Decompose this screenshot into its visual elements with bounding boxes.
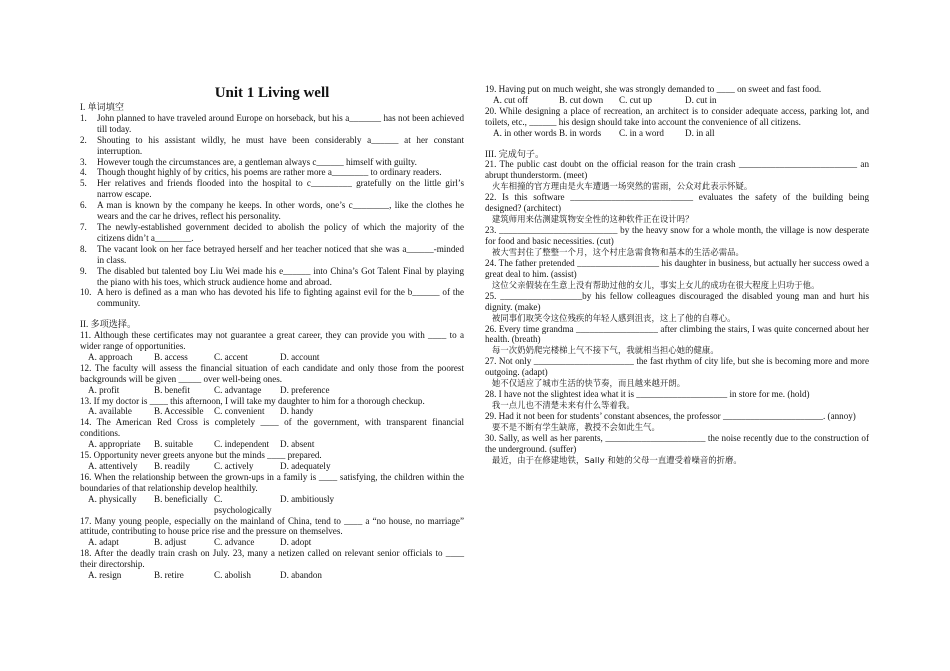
choice-question bbox=[80, 548, 464, 581]
choice-question bbox=[80, 472, 464, 516]
choice-question bbox=[485, 84, 869, 106]
vocab-item bbox=[80, 135, 464, 157]
option-c: C. advantage bbox=[214, 384, 262, 395]
question-text: 19. Having put on much weight, she was strongly demanded to ____ on sweet and fast food. bbox=[485, 84, 822, 94]
vocab-item bbox=[80, 287, 464, 309]
vocab-item bbox=[80, 178, 464, 200]
option-b: B. in words bbox=[559, 127, 602, 138]
vocab-item bbox=[80, 244, 464, 266]
item-number: 5. bbox=[80, 178, 87, 189]
option-b: B. readily bbox=[154, 461, 190, 471]
option-row bbox=[485, 128, 869, 139]
left-column bbox=[80, 84, 464, 581]
option-d: D. account bbox=[280, 351, 320, 362]
item-text: However tough the circumstances are, a gentleman always c______ himself with guilty. bbox=[97, 156, 417, 167]
chinese-translation: 火车相撞的官方理由是火车遭遇一场突然的雷雨，公众对此表示怀疑。 bbox=[492, 181, 753, 192]
english-sentence: 27. Not only ______________________ the fast rhythm of city life, but she is becoming more and more outgoing. (adapt) bbox=[485, 356, 869, 378]
choice-question bbox=[80, 396, 464, 418]
option-row bbox=[80, 461, 464, 472]
item-number: 4. bbox=[80, 167, 87, 178]
completion-item bbox=[485, 389, 869, 411]
question-text: 16. When the relationship between the grown-ups in a family is ____ satisfying, the children within the boundaries of that relationship develop healthily. bbox=[80, 471, 464, 493]
chinese-translation: 这位父亲假装在生意上没有帮助过他的女儿，事实上女儿的成功在很大程度上归功于他。 bbox=[492, 279, 820, 290]
vocab-item bbox=[80, 222, 464, 244]
option-row bbox=[80, 352, 464, 363]
option-c: C. abolish bbox=[214, 570, 251, 581]
option-a: A. resign bbox=[88, 570, 122, 581]
option-d: D. cut in bbox=[685, 94, 717, 105]
option-a: A. approach bbox=[88, 351, 133, 362]
section-heading-vocab: I. 单词填空 bbox=[80, 102, 124, 112]
english-sentence: 29. Had it not been for students’ constant absences, the professor ______________________. (annoy) bbox=[485, 411, 856, 422]
item-text: John planned to have traveled around Europe on horseback, but his a_______ has not been achieved till today. bbox=[97, 112, 464, 134]
option-d: D. adopt bbox=[280, 537, 312, 548]
completion-item bbox=[485, 159, 869, 192]
vocab-item bbox=[80, 113, 464, 135]
chinese-translation: 被同事们取笑令这位残疾的年轻人感到沮丧，这上了他的自尊心。 bbox=[492, 312, 736, 323]
chinese-translation: 要不是不断有学生缺席，教授不会如此生气。 bbox=[492, 421, 660, 432]
option-a: A. adapt bbox=[88, 537, 119, 548]
option-d: D. preference bbox=[280, 384, 330, 395]
item-number: 7. bbox=[80, 221, 87, 232]
option-row bbox=[80, 494, 464, 516]
option-a: A. available bbox=[88, 406, 132, 417]
choice-question bbox=[485, 106, 869, 139]
right-column bbox=[485, 84, 869, 466]
option-b: B. suitable bbox=[154, 439, 193, 450]
vocab-item bbox=[80, 157, 464, 168]
question-text: 14. The American Red Cross is completely ____ of the government, with transparent financial conditions. bbox=[80, 417, 464, 439]
item-text: A man is known by the company he keeps. In other words, one’s c________, like the clothes he wears and the car he drives, reflect his personality. bbox=[97, 200, 464, 222]
choice-question bbox=[80, 516, 464, 549]
option-a: A. profit bbox=[88, 384, 120, 395]
option-b: B. benefit bbox=[154, 384, 190, 395]
item-text: Though thought highly of by critics, his poems are rather more a________ to ordinary readers. bbox=[97, 167, 442, 178]
page-title: Unit 1 Living well bbox=[214, 85, 330, 101]
vocab-item bbox=[80, 167, 464, 178]
choice-question bbox=[80, 363, 464, 396]
english-sentence: 25. __________________by his fellow colleagues discouraged the disabled young man and hurt his dignity. (make) bbox=[485, 290, 869, 312]
option-a: A. physically bbox=[88, 493, 137, 504]
item-number: 9. bbox=[80, 265, 87, 276]
item-number: 6. bbox=[80, 200, 87, 211]
option-a: A. attentively bbox=[88, 461, 138, 471]
option-row bbox=[485, 95, 869, 106]
chinese-translation: 她不仅适应了城市生活的快节奏，而且越来越开朗。 bbox=[492, 378, 686, 389]
item-number: 10. bbox=[80, 287, 92, 298]
option-c: C. in a word bbox=[619, 127, 664, 138]
option-a: A. cut off bbox=[493, 94, 528, 105]
english-sentence: 28. I have not the slightest idea what it is ____________________ in store for me. (hold) bbox=[485, 389, 810, 400]
item-text: Her relatives and friends flooded into the hospital to c_________ gratefully on the little girl’s narrow escape. bbox=[97, 178, 464, 200]
english-sentence: 23. __________________________ by the heavy snow for a whole month, the village is now desperate for food and basic necessities. (cut) bbox=[485, 225, 869, 246]
question-text: 15. Opportunity never greets anyone but the minds ____ prepared. bbox=[80, 450, 322, 461]
completion-item bbox=[485, 324, 869, 357]
option-d: D. in all bbox=[685, 127, 715, 138]
option-d: D. abandon bbox=[280, 570, 322, 581]
english-sentence: 24. The father pretended __________________ his daughter in business, but actually her success owed a great deal to him. (assist) bbox=[485, 257, 869, 279]
question-text: 18. After the deadly train crash on July. 23, many a netizen called on relevant senior officials to ____ their directorship. bbox=[80, 548, 464, 570]
sentence-completion-list bbox=[485, 159, 869, 465]
completion-item bbox=[485, 411, 869, 433]
option-a: A. appropriate bbox=[88, 439, 141, 450]
item-text: The disabled but talented boy Liu Wei made his e______ into China’s Got Talent Final by playing the piano with his toes, which struck audience home and abroad. bbox=[97, 265, 464, 287]
question-text: 13. If my doctor is ____ this afternoon, I will take my daughter to him for a thorough checkup. bbox=[80, 395, 425, 406]
option-d: D. adequately bbox=[280, 461, 331, 471]
section-heading-multiple-choice: II. 多项选择。 bbox=[80, 319, 137, 330]
chinese-translation: 最近，由于在修建地铁，Sally 和她的父母一直遭受着噪音的折磨。 bbox=[492, 454, 742, 465]
completion-item bbox=[485, 192, 869, 225]
option-d: D. ambitiously bbox=[280, 493, 335, 504]
option-c: C. actively bbox=[214, 461, 254, 471]
option-c: C. independent bbox=[214, 439, 270, 450]
choice-question bbox=[80, 417, 464, 450]
vocab-fill-list bbox=[80, 113, 464, 309]
item-number: 3. bbox=[80, 156, 87, 167]
option-row bbox=[80, 406, 464, 417]
question-text: 11. Although these certificates may not guarantee a great career, they can provide you with ____ to a wider range of opportunities. bbox=[80, 330, 464, 352]
option-c: C. advance bbox=[214, 537, 255, 548]
option-a: A. in other words bbox=[493, 127, 557, 138]
option-row bbox=[80, 439, 464, 450]
option-b: B. adjust bbox=[154, 537, 187, 548]
option-d: D. absent bbox=[280, 439, 315, 450]
completion-item bbox=[485, 291, 869, 324]
english-sentence: 21. The public cast doubt on the official reason for the train crash __________________________ an abrupt thunderstorm. (meet) bbox=[485, 159, 869, 181]
chinese-translation: 建筑师用来估测建筑物安全性的这种软件正在设计吗？ bbox=[492, 214, 694, 225]
option-b: B. access bbox=[154, 351, 188, 362]
option-c: C. psychologically bbox=[214, 493, 272, 515]
chinese-translation: 每一次奶奶爬完楼梯上气不接下气，我就相当担心她的健康。 bbox=[492, 345, 719, 356]
option-b: B. beneficially bbox=[154, 493, 208, 504]
question-text: 12. The faculty will assess the financial situation of each candidate and only those from the poorest backgrounds will be given _____ over well-being ones. bbox=[80, 362, 464, 384]
question-text: 17. Many young people, especially on the mainland of China, tend to ____ a “no house, no marriage” attitude, contributing to house price rise and the pressure on themselves. bbox=[80, 515, 464, 537]
english-sentence: 30. Sally, as well as her parents, ______________________ the noise recently due to the construction of the underground. (suffer) bbox=[485, 432, 869, 454]
option-b: B. Accessible bbox=[154, 406, 204, 417]
option-row bbox=[80, 570, 464, 581]
english-sentence: 26. Every time grandma __________________ after climbing the stairs, I was quite concerned about her health. (breath) bbox=[485, 323, 869, 345]
option-b: B. cut down bbox=[559, 94, 604, 105]
choice-question bbox=[80, 330, 464, 363]
vocab-item bbox=[80, 266, 464, 288]
option-b: B. retire bbox=[154, 570, 184, 581]
choice-question bbox=[80, 450, 464, 472]
completion-item bbox=[485, 225, 869, 258]
section-heading-translation: III. 完成句子。 bbox=[485, 148, 545, 159]
multiple-choice-list-left bbox=[80, 330, 464, 581]
item-number: 8. bbox=[80, 243, 87, 254]
item-number: 1. bbox=[80, 112, 87, 123]
multiple-choice-list-right bbox=[485, 84, 869, 139]
completion-item bbox=[485, 258, 869, 291]
english-sentence: 22. Is this software ___________________________ evaluates the safety of the building being designed? (architect) bbox=[485, 192, 869, 214]
item-text: Shouting to his assistant wildly, he must have been considerably a______ at her constant interruption. bbox=[97, 134, 464, 156]
completion-item bbox=[485, 433, 869, 466]
chinese-translation: 被大雪封住了整整一个月，这个村庄急需食物和基本的生活必需品。 bbox=[492, 246, 744, 257]
option-c: C. accent bbox=[214, 351, 248, 362]
item-text: A hero is defined as a man who has devoted his life to fighting against evil for the b______ of the community. bbox=[97, 287, 464, 309]
vocab-item bbox=[80, 200, 464, 222]
completion-item bbox=[485, 356, 869, 389]
item-text: The newly-established government decided to abolish the policy of which the majority of the citizens didn’t a________. bbox=[97, 221, 464, 243]
option-c: C. cut up bbox=[619, 94, 653, 105]
question-text: 20. While designing a place of recreation, an architect is to consider adequate access, parking lot, and toilets, etc., ______ his design should take into account the convenience of all citizens. bbox=[485, 105, 869, 127]
option-c: C. convenient bbox=[214, 406, 265, 417]
option-row bbox=[80, 537, 464, 548]
chinese-translation: 我一点儿也不清楚未来有什么等着我。 bbox=[492, 400, 635, 411]
option-d: D. handy bbox=[280, 406, 314, 417]
item-text: The vacant look on her face betrayed herself and her teacher noticed that she was a______-minded in class. bbox=[97, 243, 464, 265]
item-number: 2. bbox=[80, 134, 87, 145]
option-row bbox=[80, 385, 464, 396]
